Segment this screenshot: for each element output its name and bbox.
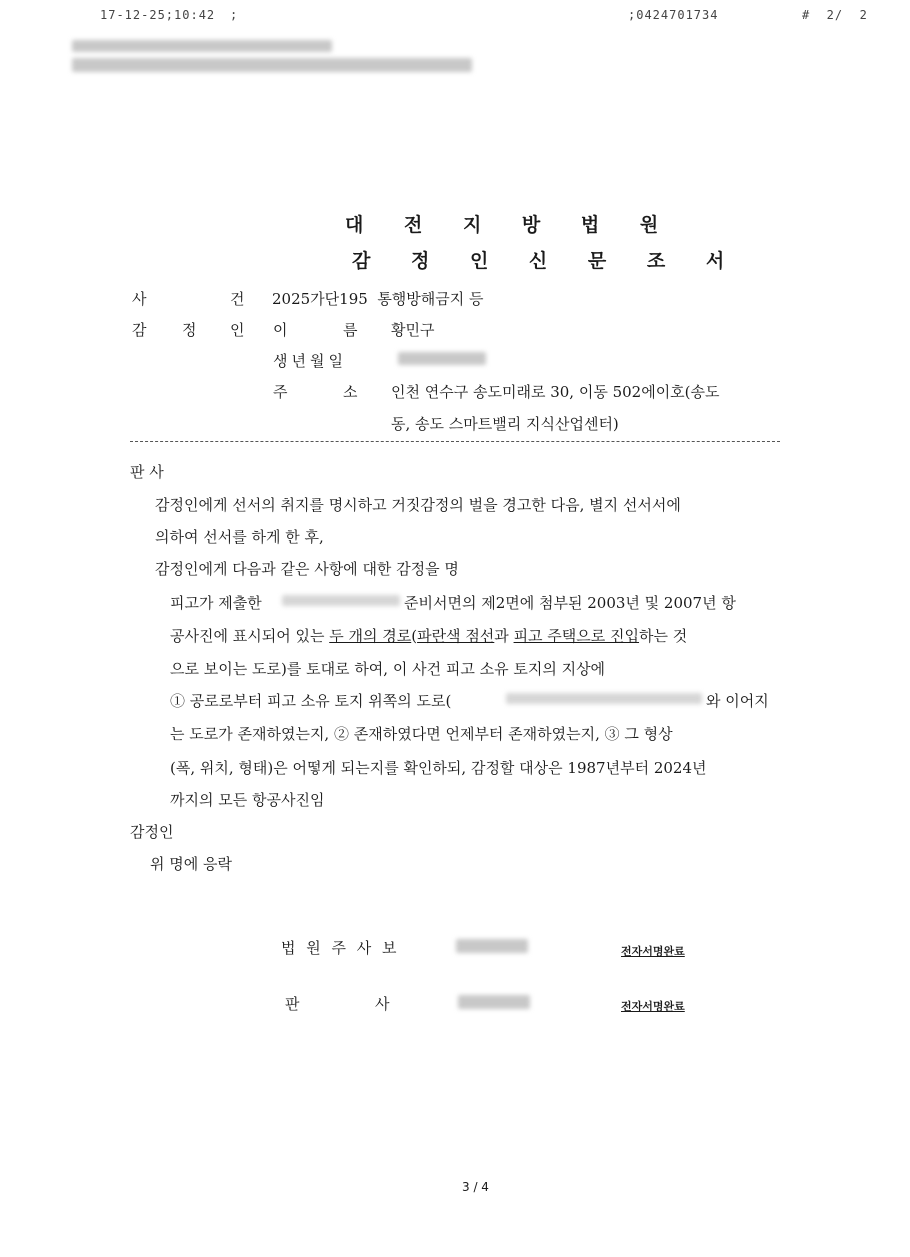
case-number: 2025가단195 통행방해금지 등 — [272, 290, 484, 308]
redacted-header-line2 — [72, 58, 472, 72]
fax-datetime: 17-12-25;10:42 — [100, 8, 216, 22]
document-title: 감 정 인 신 문 조 서 — [352, 250, 742, 272]
appraiser-consent: 위 명에 응락 — [150, 855, 232, 873]
appraiser-label-char-3: 인 — [230, 321, 245, 339]
order-line-1a: 피고가 제출한 — [170, 594, 262, 612]
name-label-char-1: 이 — [273, 321, 288, 339]
judge-line-1: 감정인에게 선서의 취지를 명시하고 거짓감정의 벌을 경고한 다음, 별지 선서서에 — [155, 496, 681, 514]
redacted-road-address — [506, 693, 702, 704]
divider — [130, 441, 780, 442]
address-label-char-2: 소 — [343, 383, 358, 401]
fax-number: ;0424701734 — [628, 8, 719, 22]
order-line-2-underline-3: 피고 주택으로 진입 — [513, 627, 640, 645]
order-line-2c: 과 — [494, 627, 514, 645]
judge-signature-status: 전자서명완료 — [621, 1000, 685, 1013]
judge-line-2: 의하여 선서를 하게 한 후, — [155, 528, 324, 546]
fax-separator: ; — [230, 8, 239, 22]
order-line-4a: ① 공로로부터 피고 소유 토지 위쪽의 도로( — [170, 692, 452, 710]
order-line-2b: ( — [411, 627, 418, 645]
order-line-6: (폭, 위치, 형태)은 어떻게 되는지를 확인하되, 감정할 대상은 1987년부터 2024년 — [170, 759, 707, 777]
order-line-7: 까지의 모든 항공사진임 — [170, 791, 325, 809]
order-line-3: 으로 보이는 도로)를 토대로 하여, 이 사건 피고 소유 토지의 지상에 — [170, 660, 606, 678]
order-line-1b: 준비서면의 제2면에 첨부된 2003년 및 2007년 항 — [404, 594, 736, 612]
order-line-2 — [170, 625, 687, 646]
fax-page: # 2/ 2 — [802, 8, 868, 22]
case-label-char-2: 건 — [230, 290, 245, 308]
order-line-2a: 공사진에 표시되어 있는 — [170, 627, 330, 645]
address-line-2: 동, 송도 스마트밸리 지식산업센터) — [391, 415, 619, 433]
address-label-char-1: 주 — [273, 383, 288, 401]
appraiser-name: 황민구 — [391, 321, 435, 339]
order-line-2-underline-1: 두 개의 경로 — [329, 627, 412, 645]
appraiser-label-char-1: 감 — [132, 321, 147, 339]
order-line-2d: 하는 것 — [639, 627, 688, 645]
address-line-1: 인천 연수구 송도미래로 30, 이동 502에이호(송도 — [391, 383, 720, 401]
name-label-char-2: 름 — [343, 321, 358, 339]
page-number: 3 / 4 — [462, 1180, 489, 1194]
redacted-header-line1 — [72, 40, 332, 52]
appraiser-heading: 감정인 — [130, 823, 174, 841]
redacted-judge-name — [458, 995, 530, 1009]
order-line-5: 는 도로가 존재하였는지, ② 존재하였다면 언제부터 존재하였는지, ③ 그 형상 — [170, 725, 673, 743]
clerk-signature-status: 전자서명완료 — [621, 945, 685, 958]
dob-label: 생년월일 — [273, 352, 347, 370]
court-name: 대 전 지 방 법 원 — [345, 214, 676, 236]
judge-label-char-1: 판 — [285, 995, 300, 1013]
case-label-char-1: 사 — [132, 290, 147, 308]
order-line-2-underline-2: 파란색 점선 — [417, 627, 495, 645]
judge-heading: 판 사 — [130, 463, 164, 481]
order-line-4b: 와 이어지 — [706, 692, 769, 710]
redacted-clerk-name — [456, 939, 528, 953]
appraiser-label-char-2: 정 — [182, 321, 197, 339]
redacted-defendant — [282, 595, 400, 606]
judge-label-char-2: 사 — [375, 995, 390, 1013]
clerk-label: 법 원 주 사 보 — [281, 939, 400, 957]
redacted-dob — [398, 352, 486, 365]
judge-line-3: 감정인에게 다음과 같은 사항에 대한 감정을 명 — [155, 560, 459, 578]
